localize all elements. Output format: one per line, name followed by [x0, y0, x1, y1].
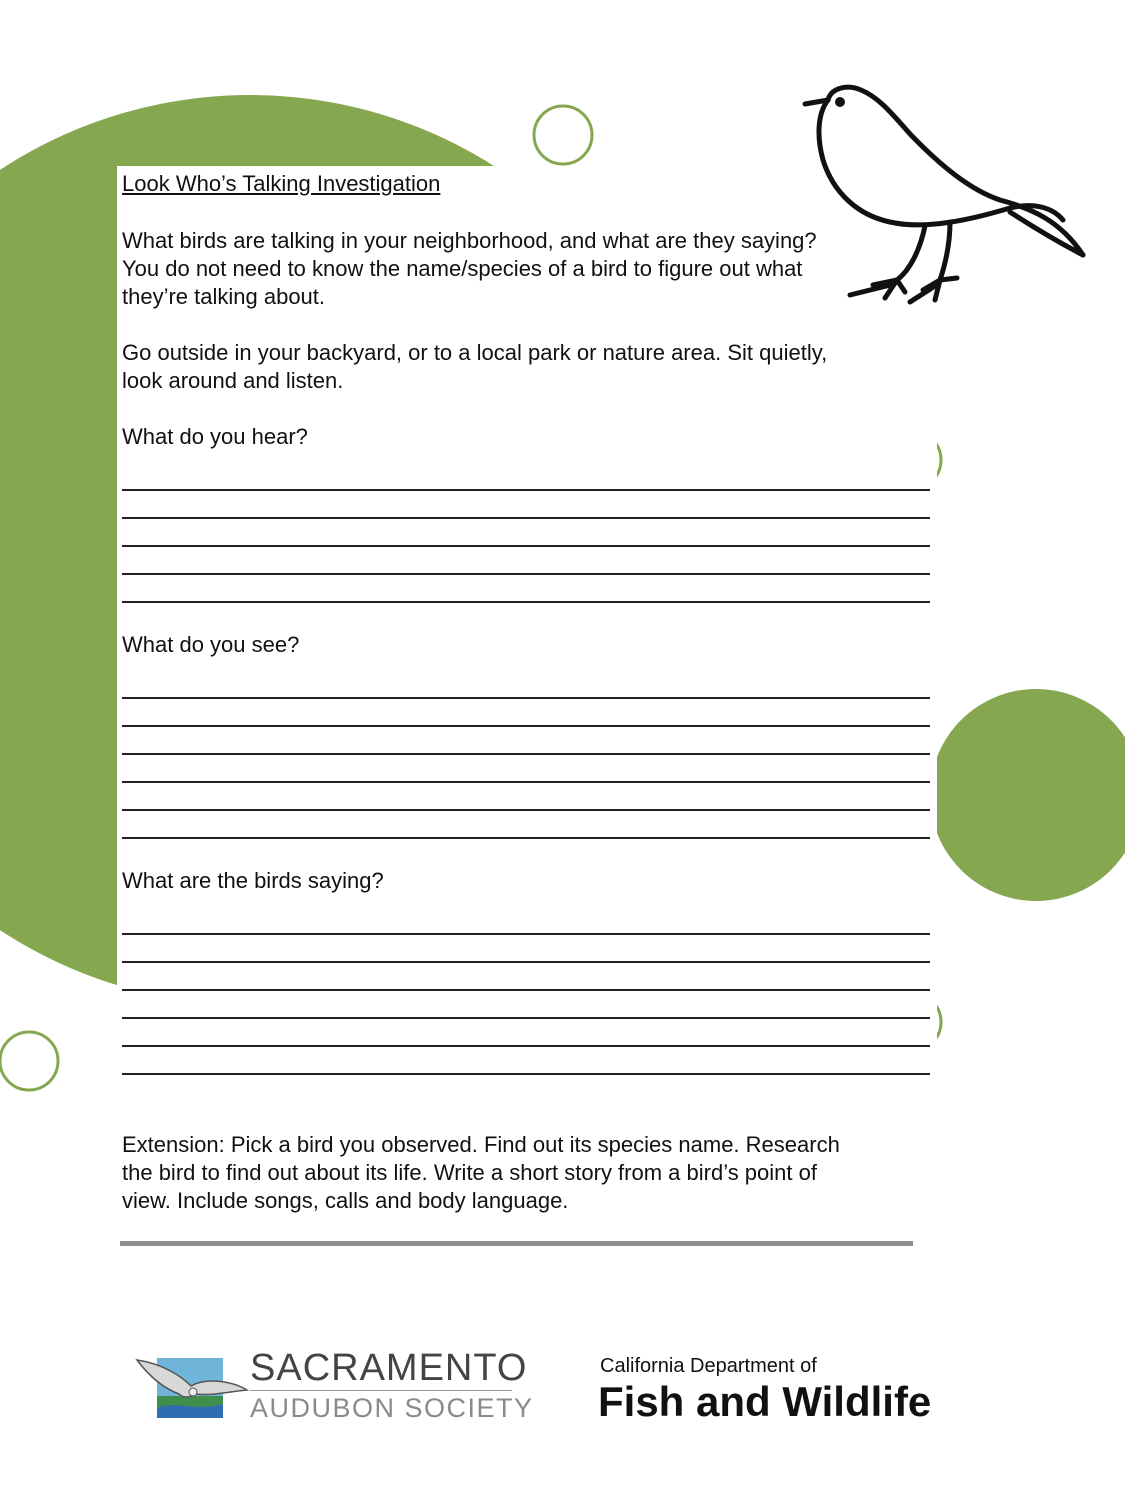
- question-see: What do you see?: [122, 632, 300, 657]
- instruction-line: Go outside in your backyard, or to a local park or nature area. Sit quietly,: [122, 340, 828, 365]
- answer-line[interactable]: [122, 699, 930, 727]
- sacramento-name: SACRAMENTO: [250, 1347, 528, 1389]
- answer-line[interactable]: [122, 1019, 930, 1047]
- question-saying: What are the birds saying?: [122, 868, 384, 893]
- worksheet-panel: [117, 166, 937, 1215]
- answer-area-hear[interactable]: [122, 463, 930, 603]
- audubon-society-name: AUDUBON SOCIETY: [250, 1393, 534, 1423]
- intro-line: What birds are talking in your neighborhood, and what are they saying?: [122, 228, 817, 253]
- answer-line[interactable]: [122, 935, 930, 963]
- answer-line[interactable]: [122, 907, 930, 935]
- answer-line[interactable]: [122, 575, 930, 603]
- logo-divider: [250, 1390, 512, 1391]
- answer-line[interactable]: [122, 547, 930, 575]
- divider-rule: [120, 1241, 913, 1246]
- worksheet-title: Look Who’s Talking Investigation: [122, 171, 441, 196]
- bird-drawing-icon: [795, 80, 1095, 310]
- answer-area-saying[interactable]: [122, 907, 930, 1075]
- answer-line[interactable]: [122, 727, 930, 755]
- audubon-bird-logo-icon: [135, 1350, 249, 1422]
- intro-line: You do not need to know the name/species of a bird to figure out what: [122, 256, 803, 281]
- extension-line: view. Include songs, calls and body language.: [122, 1188, 569, 1213]
- bottom-left-ring: [0, 1032, 58, 1090]
- answer-area-see[interactable]: [122, 671, 930, 839]
- answer-line[interactable]: [122, 463, 930, 491]
- right-green-circle: [930, 689, 1125, 901]
- answer-line[interactable]: [122, 783, 930, 811]
- answer-line[interactable]: [122, 671, 930, 699]
- answer-line[interactable]: [122, 991, 930, 1019]
- intro-line: they’re talking about.: [122, 284, 326, 309]
- cdfw-department-name: California Department of: [600, 1355, 817, 1377]
- answer-line[interactable]: [122, 491, 930, 519]
- answer-line[interactable]: [122, 963, 930, 991]
- answer-line[interactable]: [122, 1047, 930, 1075]
- extension-line: the bird to find out about its life. Write a short story from a bird’s point of: [122, 1160, 817, 1185]
- instruction-line: look around and listen.: [122, 368, 344, 393]
- top-ring: [534, 106, 592, 164]
- question-hear: What do you hear?: [122, 424, 308, 449]
- answer-line[interactable]: [122, 811, 930, 839]
- extension-line: Extension: Pick a bird you observed. Find out its species name. Research: [122, 1132, 840, 1157]
- answer-line[interactable]: [122, 519, 930, 547]
- cdfw-fish-wildlife: Fish and Wildlife: [598, 1378, 932, 1425]
- answer-line[interactable]: [122, 755, 930, 783]
